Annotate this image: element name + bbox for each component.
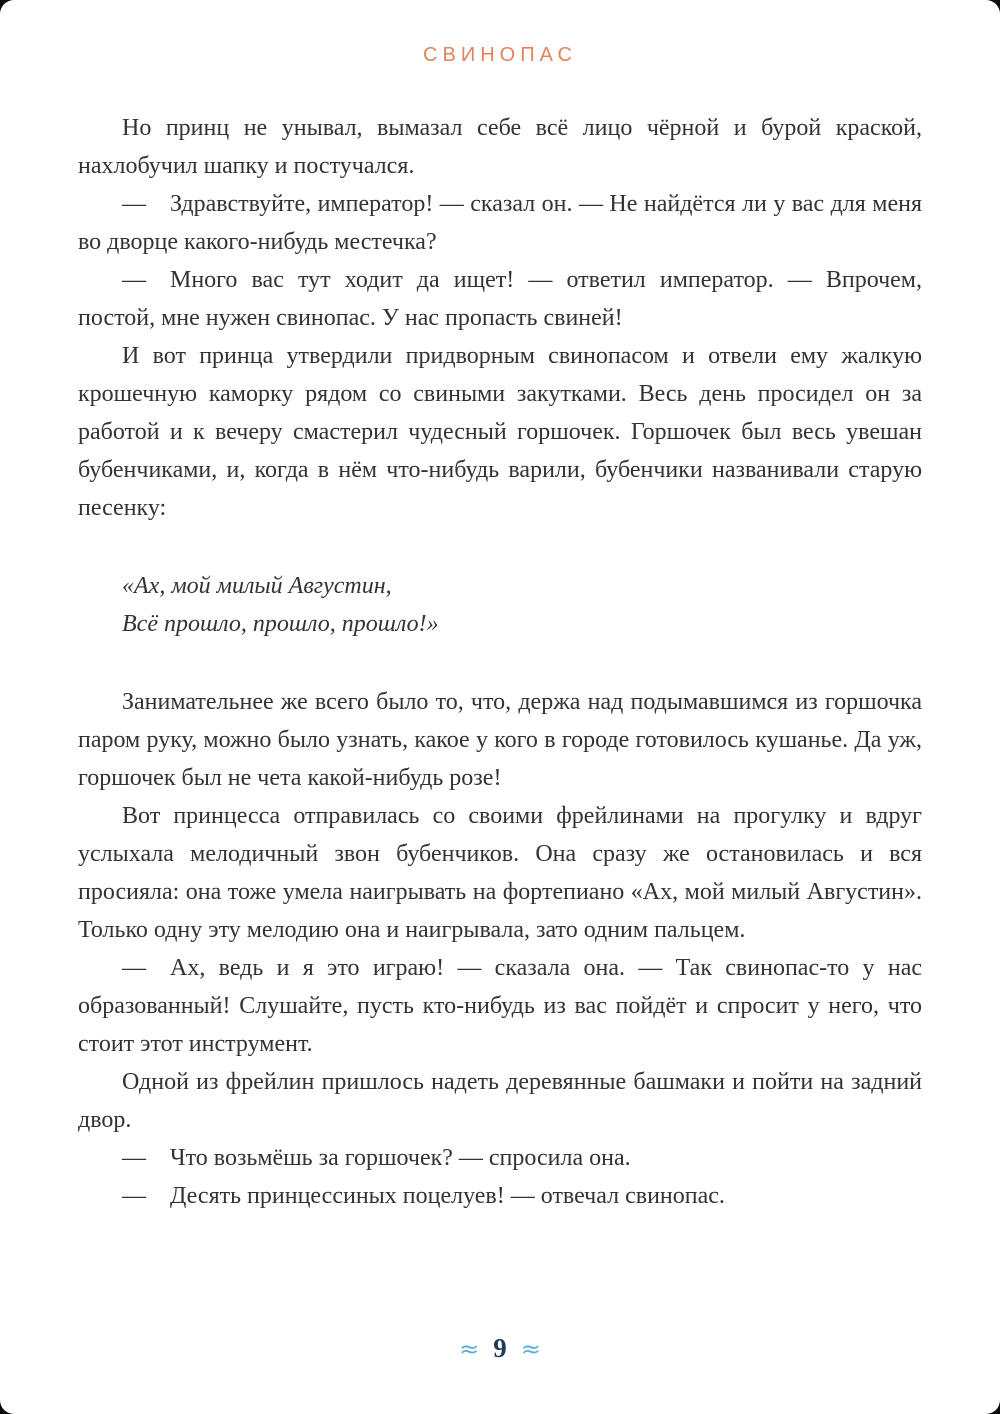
paragraph: Вот принцесса отправилась со своими фрейлинами на прогулку и вдруг услыхала мелодичный звон бубенчиков. Она сразу же остановилась и вся просияла: она тоже умела наигрывать на фортепиано «Ах, мой милый Августин». Только одну эту мелодию она и наигрывала, зато одним пальцем. — [78, 803, 922, 943]
verse-quote — [78, 567, 922, 643]
paragraph: — Что возьмёшь за горшочек? — спросила она. — [122, 1145, 631, 1171]
verse-line: Всё прошло, прошло, прошло!» — [122, 611, 439, 637]
paragraph: — Здравствуйте, император! — сказал он. — Не найдётся ли у вас для меня во дворце какого-нибудь местечка? — [78, 191, 922, 255]
paragraph: И вот принца утвердили придворным свинопасом и отвели ему жалкую крошечную каморку рядом со свиными закутками. Весь день просидел он за работой и к вечеру смастерил чудесный горшочек. Горшочек был весь увешан бубенчиками, и, когда в нём что-нибудь варили, бубенчики названивали старую песенку: — [78, 343, 922, 521]
verse-line: «Ах, мой милый Августин, — [122, 573, 392, 599]
paragraph: Занимательнее же всего было то, что, держа над подымавшимся из горшочка паром руку, можно было узнать, какое у кого в городе готовилось кушанье. Да уж, горшочек был не чета какой-нибудь розе! — [78, 689, 922, 791]
paragraph: Но принц не унывал, вымазал себе всё лицо чёрной и бурой краской, нахлобучил шапку и постучался. — [78, 115, 922, 179]
text-column — [0, 109, 1000, 1215]
wave-ornament-left-icon: ≈ — [459, 1334, 480, 1363]
paragraph: — Ах, ведь и я это играю! — сказала она. — Так свинопас-то у нас образованный! Слушайте, пусть кто-нибудь из вас пойдёт и спросит у него, что стоит этот инструмент. — [78, 955, 922, 1057]
wave-ornament-right-icon: ≈ — [520, 1334, 541, 1363]
page-footer — [0, 1333, 1000, 1364]
page-number: 9 — [493, 1333, 507, 1363]
paragraph: — Много вас тут ходит да ищет! — ответил император. — Впрочем, постой, мне нужен свинопас. У нас пропасть свиней! — [78, 267, 922, 331]
chapter-title: СВИНОПАС — [423, 44, 577, 66]
paragraph: — Десять принцессиных поцелуев! — отвечал свинопас. — [122, 1183, 725, 1209]
paragraph: Одной из фрейлин пришлось надеть деревянные башмаки и пойти на задний двор. — [78, 1069, 922, 1133]
